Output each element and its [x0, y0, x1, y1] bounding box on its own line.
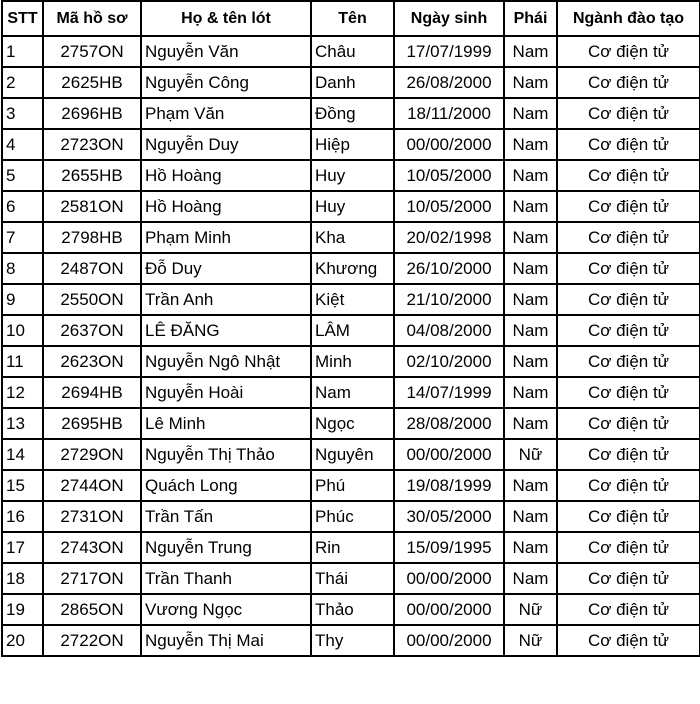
table-row [2, 191, 700, 222]
last-middle-name-cell: Trần Thanh [141, 563, 311, 594]
table-row [2, 222, 700, 253]
major-cell: Cơ điện tử [557, 315, 700, 346]
last-middle-name-cell: Nguyễn Hoài [141, 377, 311, 408]
table-row [2, 470, 700, 501]
gender-cell: Nam [504, 532, 557, 563]
file-code-cell: 2865ON [43, 594, 141, 625]
gender-cell: Nam [504, 563, 557, 594]
first-name-cell: Nam [311, 377, 394, 408]
gender-cell: Nam [504, 315, 557, 346]
stt-cell: 14 [2, 439, 43, 470]
first-name-cell: Huy [311, 191, 394, 222]
major-cell: Cơ điện tử [557, 67, 700, 98]
table-row [2, 594, 700, 625]
last-middle-name-cell: Trần Anh [141, 284, 311, 315]
table-header-row [2, 1, 700, 36]
header-stt: STT [2, 1, 43, 36]
first-name-cell: Châu [311, 36, 394, 67]
stt-cell: 11 [2, 346, 43, 377]
gender-cell: Nam [504, 222, 557, 253]
major-cell: Cơ điện tử [557, 284, 700, 315]
birth-date-cell: 30/05/2000 [394, 501, 504, 532]
gender-cell: Nam [504, 470, 557, 501]
table-body [2, 36, 700, 656]
gender-cell: Nam [504, 191, 557, 222]
table-row [2, 253, 700, 284]
first-name-cell: Minh [311, 346, 394, 377]
last-middle-name-cell: Phạm Văn [141, 98, 311, 129]
file-code-cell: 2731ON [43, 501, 141, 532]
major-cell: Cơ điện tử [557, 377, 700, 408]
birth-date-cell: 28/08/2000 [394, 408, 504, 439]
first-name-cell: Kiệt [311, 284, 394, 315]
major-cell: Cơ điện tử [557, 625, 700, 656]
table-row [2, 346, 700, 377]
stt-cell: 6 [2, 191, 43, 222]
major-cell: Cơ điện tử [557, 594, 700, 625]
gender-cell: Nam [504, 160, 557, 191]
header-last-middle-name: Họ & tên lót [141, 1, 311, 36]
table-row [2, 315, 700, 346]
header-birth-date: Ngày sinh [394, 1, 504, 36]
last-middle-name-cell: Hồ Hoàng [141, 160, 311, 191]
file-code-cell: 2487ON [43, 253, 141, 284]
stt-cell: 18 [2, 563, 43, 594]
first-name-cell: Kha [311, 222, 394, 253]
birth-date-cell: 26/08/2000 [394, 67, 504, 98]
major-cell: Cơ điện tử [557, 501, 700, 532]
table-row [2, 67, 700, 98]
first-name-cell: Huy [311, 160, 394, 191]
stt-cell: 20 [2, 625, 43, 656]
gender-cell: Nam [504, 408, 557, 439]
file-code-cell: 2637ON [43, 315, 141, 346]
birth-date-cell: 20/02/1998 [394, 222, 504, 253]
birth-date-cell: 15/09/1995 [394, 532, 504, 563]
stt-cell: 5 [2, 160, 43, 191]
birth-date-cell: 00/00/2000 [394, 625, 504, 656]
table-row [2, 98, 700, 129]
file-code-cell: 2757ON [43, 36, 141, 67]
stt-cell: 7 [2, 222, 43, 253]
major-cell: Cơ điện tử [557, 36, 700, 67]
table-row [2, 129, 700, 160]
major-cell: Cơ điện tử [557, 439, 700, 470]
last-middle-name-cell: Đỗ Duy [141, 253, 311, 284]
birth-date-cell: 02/10/2000 [394, 346, 504, 377]
stt-cell: 15 [2, 470, 43, 501]
stt-cell: 8 [2, 253, 43, 284]
table-row [2, 377, 700, 408]
stt-cell: 9 [2, 284, 43, 315]
major-cell: Cơ điện tử [557, 160, 700, 191]
file-code-cell: 2729ON [43, 439, 141, 470]
birth-date-cell: 26/10/2000 [394, 253, 504, 284]
birth-date-cell: 10/05/2000 [394, 191, 504, 222]
stt-cell: 1 [2, 36, 43, 67]
stt-cell: 17 [2, 532, 43, 563]
file-code-cell: 2723ON [43, 129, 141, 160]
first-name-cell: Hiệp [311, 129, 394, 160]
last-middle-name-cell: Nguyễn Công [141, 67, 311, 98]
table-row [2, 408, 700, 439]
stt-cell: 19 [2, 594, 43, 625]
birth-date-cell: 19/08/1999 [394, 470, 504, 501]
table-row [2, 36, 700, 67]
file-code-cell: 2717ON [43, 563, 141, 594]
file-code-cell: 2744ON [43, 470, 141, 501]
birth-date-cell: 00/00/2000 [394, 439, 504, 470]
gender-cell: Nam [504, 377, 557, 408]
first-name-cell: Thảo [311, 594, 394, 625]
last-middle-name-cell: Nguyễn Duy [141, 129, 311, 160]
header-major: Ngành đào tạo [557, 1, 700, 36]
table-row [2, 532, 700, 563]
major-cell: Cơ điện tử [557, 346, 700, 377]
file-code-cell: 2743ON [43, 532, 141, 563]
header-first-name: Tên [311, 1, 394, 36]
birth-date-cell: 10/05/2000 [394, 160, 504, 191]
last-middle-name-cell: LÊ ĐĂNG [141, 315, 311, 346]
gender-cell: Nam [504, 36, 557, 67]
table-row [2, 501, 700, 532]
stt-cell: 13 [2, 408, 43, 439]
stt-cell: 10 [2, 315, 43, 346]
last-middle-name-cell: Phạm Minh [141, 222, 311, 253]
first-name-cell: Phú [311, 470, 394, 501]
gender-cell: Nam [504, 98, 557, 129]
first-name-cell: Danh [311, 67, 394, 98]
major-cell: Cơ điện tử [557, 191, 700, 222]
birth-date-cell: 00/00/2000 [394, 129, 504, 160]
stt-cell: 2 [2, 67, 43, 98]
gender-cell: Nam [504, 67, 557, 98]
gender-cell: Nữ [504, 594, 557, 625]
last-middle-name-cell: Nguyễn Ngô Nhật [141, 346, 311, 377]
gender-cell: Nữ [504, 439, 557, 470]
last-middle-name-cell: Vương Ngọc [141, 594, 311, 625]
table-row [2, 160, 700, 191]
birth-date-cell: 04/08/2000 [394, 315, 504, 346]
first-name-cell: Thy [311, 625, 394, 656]
first-name-cell: Đồng [311, 98, 394, 129]
table-row [2, 563, 700, 594]
table-row [2, 625, 700, 656]
table-row [2, 284, 700, 315]
file-code-cell: 2581ON [43, 191, 141, 222]
stt-cell: 4 [2, 129, 43, 160]
gender-cell: Nam [504, 284, 557, 315]
file-code-cell: 2623ON [43, 346, 141, 377]
first-name-cell: Nguyên [311, 439, 394, 470]
major-cell: Cơ điện tử [557, 470, 700, 501]
major-cell: Cơ điện tử [557, 563, 700, 594]
major-cell: Cơ điện tử [557, 129, 700, 160]
last-middle-name-cell: Nguyễn Thị Mai [141, 625, 311, 656]
first-name-cell: Thái [311, 563, 394, 594]
file-code-cell: 2655HB [43, 160, 141, 191]
major-cell: Cơ điện tử [557, 98, 700, 129]
last-middle-name-cell: Trần Tấn [141, 501, 311, 532]
table-row [2, 439, 700, 470]
major-cell: Cơ điện tử [557, 532, 700, 563]
major-cell: Cơ điện tử [557, 253, 700, 284]
file-code-cell: 2625HB [43, 67, 141, 98]
first-name-cell: Khương [311, 253, 394, 284]
birth-date-cell: 00/00/2000 [394, 594, 504, 625]
header-file-code: Mã hồ sơ [43, 1, 141, 36]
stt-cell: 12 [2, 377, 43, 408]
stt-cell: 3 [2, 98, 43, 129]
last-middle-name-cell: Hồ Hoàng [141, 191, 311, 222]
first-name-cell: Rin [311, 532, 394, 563]
last-middle-name-cell: Lê Minh [141, 408, 311, 439]
last-middle-name-cell: Nguyễn Trung [141, 532, 311, 563]
birth-date-cell: 17/07/1999 [394, 36, 504, 67]
gender-cell: Nữ [504, 625, 557, 656]
gender-cell: Nam [504, 346, 557, 377]
gender-cell: Nam [504, 253, 557, 284]
first-name-cell: Ngọc [311, 408, 394, 439]
birth-date-cell: 18/11/2000 [394, 98, 504, 129]
file-code-cell: 2550ON [43, 284, 141, 315]
birth-date-cell: 21/10/2000 [394, 284, 504, 315]
gender-cell: Nam [504, 129, 557, 160]
first-name-cell: LÂM [311, 315, 394, 346]
file-code-cell: 2695HB [43, 408, 141, 439]
first-name-cell: Phúc [311, 501, 394, 532]
file-code-cell: 2696HB [43, 98, 141, 129]
file-code-cell: 2694HB [43, 377, 141, 408]
file-code-cell: 2722ON [43, 625, 141, 656]
student-list-table [1, 0, 700, 657]
header-gender: Phái [504, 1, 557, 36]
major-cell: Cơ điện tử [557, 222, 700, 253]
birth-date-cell: 00/00/2000 [394, 563, 504, 594]
major-cell: Cơ điện tử [557, 408, 700, 439]
stt-cell: 16 [2, 501, 43, 532]
last-middle-name-cell: Nguyễn Văn [141, 36, 311, 67]
birth-date-cell: 14/07/1999 [394, 377, 504, 408]
last-middle-name-cell: Quách Long [141, 470, 311, 501]
last-middle-name-cell: Nguyễn Thị Thảo [141, 439, 311, 470]
file-code-cell: 2798HB [43, 222, 141, 253]
gender-cell: Nam [504, 501, 557, 532]
